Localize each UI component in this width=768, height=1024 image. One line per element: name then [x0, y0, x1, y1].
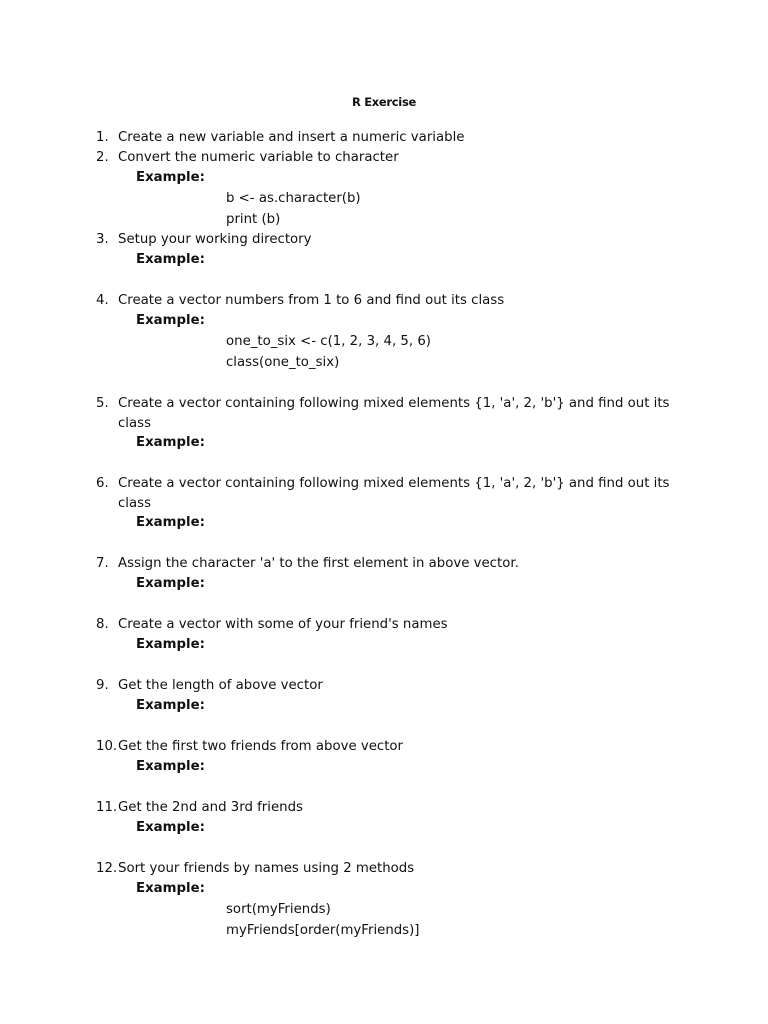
example-label: Example: [136, 881, 205, 896]
list-item [0, 394, 768, 474]
item-number: 5. [96, 396, 109, 411]
item-text-continued: class [118, 496, 152, 511]
item-number: 8. [96, 617, 109, 632]
list-item [0, 291, 768, 394]
code-line: print (b) [226, 212, 281, 227]
item-text: Sort your friends by names using 2 methods [118, 861, 415, 876]
example-label: Example: [136, 820, 205, 835]
item-text: Create a new variable and insert a numeric variable [118, 130, 465, 145]
item-number: 6. [96, 476, 109, 491]
example-label: Example: [136, 637, 205, 652]
example-label: Example: [136, 515, 205, 530]
example-label: Example: [136, 759, 205, 774]
item-number: 11. [96, 800, 118, 815]
example-label: Example: [136, 435, 205, 450]
item-number: 4. [96, 293, 109, 308]
code-line: b <- as.character(b) [226, 191, 361, 206]
list-item [0, 676, 768, 737]
list-item [0, 615, 768, 676]
item-text: Setup your working directory [118, 232, 312, 247]
item-text: Convert the numeric variable to character [118, 150, 399, 165]
example-label: Example: [136, 576, 205, 591]
code-line: sort(myFriends) [226, 902, 331, 917]
item-number: 2. [96, 150, 109, 165]
item-number: 12. [96, 861, 118, 876]
list-item [0, 230, 768, 291]
list-item [0, 554, 768, 615]
example-label: Example: [136, 170, 205, 185]
item-number: 1. [96, 130, 109, 145]
code-line: class(one_to_six) [226, 355, 340, 370]
item-number: 3. [96, 232, 109, 247]
item-number: 7. [96, 556, 109, 571]
example-label: Example: [136, 252, 205, 267]
list-item [0, 737, 768, 798]
item-number: 10. [96, 739, 118, 754]
item-text: Create a vector numbers from 1 to 6 and find out its class [118, 293, 505, 308]
item-text: Get the 2nd and 3rd friends [118, 800, 303, 815]
list-item [0, 148, 768, 230]
list-item [0, 798, 768, 859]
example-label: Example: [136, 313, 205, 328]
code-line: one_to_six <- c(1, 2, 3, 4, 5, 6) [226, 334, 431, 349]
code-line: myFriends[order(myFriends)] [226, 923, 420, 938]
item-text: Assign the character 'a' to the first element in above vector. [118, 556, 519, 571]
item-text-continued: class [118, 416, 152, 431]
list-item [0, 474, 768, 554]
item-text: Get the first two friends from above vector [118, 739, 404, 754]
item-number: 9. [96, 678, 109, 693]
list-item [0, 128, 768, 148]
page-title: R Exercise [351, 95, 416, 109]
item-text: Create a vector containing following mixed elements {1, 'a', 2, 'b'} and find out its [118, 396, 670, 411]
exercise-list [0, 128, 768, 941]
item-text: Create a vector containing following mixed elements {1, 'a', 2, 'b'} and find out its [118, 476, 670, 491]
example-label: Example: [136, 698, 205, 713]
list-item [0, 859, 768, 941]
item-text: Create a vector with some of your friend's names [118, 617, 448, 632]
item-text: Get the length of above vector [118, 678, 323, 693]
